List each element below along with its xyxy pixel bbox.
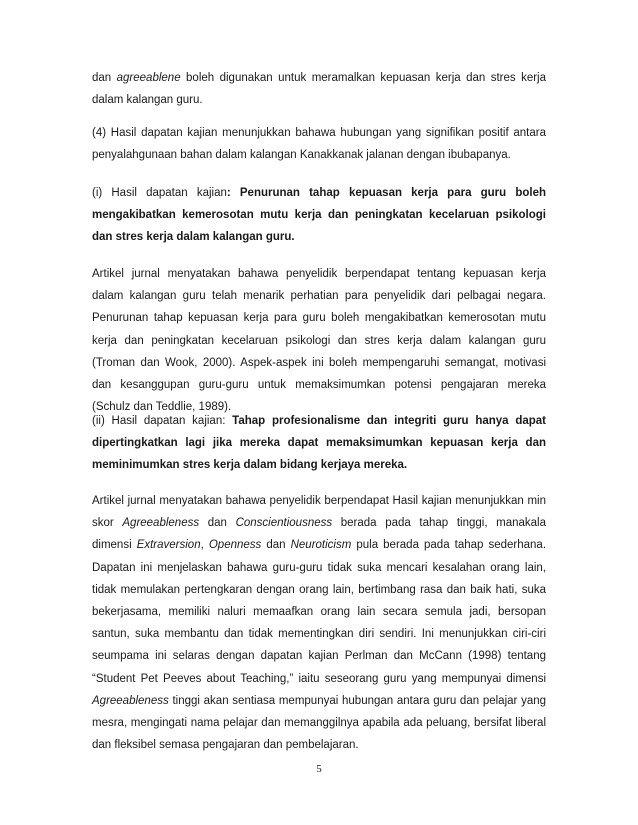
text-line: dan agreeablene boleh digunakan untuk meramalkan kepuasan kerja dan stres kerja [92, 72, 546, 84]
text-line: “Student Pet Peeves about Teaching,” iaitu seseorang guru yang mempunyai dimensi [92, 672, 546, 685]
text-line: Dapatan ini menjelaskan bahawa guru-guru tidak suka mencari kesalahan orang lain, [92, 561, 546, 574]
text-line: dan kesanggupan guru-guru untuk memaksimumkan potensi pengajaran mereka [92, 378, 546, 391]
text-line: Agreeableness tinggi akan sentiasa mempunyai hubungan antara guru dan pelajar yang [92, 694, 546, 707]
text-line: (Troman dan Wook, 2000). Aspek-aspek ini boleh mempengaruhi semangat, motivasi [92, 356, 546, 369]
term-openness: Openness [208, 539, 262, 552]
text-line: dan fleksibel semasa pengajaran dan pembelajaran. [92, 739, 359, 752]
text-line: santun, suka membantu dan tidak mementingkan diri sendiri. Ini menunjukkan ciri-ciri [92, 628, 546, 641]
text-line: seumpama ini selaras dengan dapatan kajian Perlman dan McCann (1998) tentang [92, 650, 546, 663]
text-line: mengakibatkan kemerosotan mutu kerja dan peningkatan kecelaruan psikologi [92, 209, 546, 222]
term-agreeableness: Agreeableness [122, 517, 200, 530]
term-extraversion: Extraversion [136, 539, 201, 552]
text-line: (i) Hasil dapatan kajian: Penurunan tahap kepuasan kerja para guru boleh [92, 187, 547, 199]
text-line: Artikel jurnal menyatakan bahawa penyelidik berpendapat tentang kepuasan kerja [92, 268, 546, 280]
term-neuroticism: Neuroticism [290, 539, 352, 552]
text-line: kerja dan peningkatan kecelaruan psikologi dan stres kerja dalam kalangan guru [92, 334, 546, 347]
text-line: dimensi Extraversion, Openness dan Neuroticism pula berada pada tahap sederhana. [92, 539, 547, 552]
paragraph-2 [92, 122, 546, 166]
text-line: penyalahgunaan bahan dalam kalangan Kanakkanak jalanan dengan ibubapanya. [92, 149, 511, 162]
text-line: mesra, mengingati nama pelajar dan memanggilnya apabila ada peluang, bersifat liberal [92, 716, 546, 729]
paragraph-1 [92, 67, 546, 111]
term-agreeablene: agreeablene [116, 72, 181, 84]
term-agreeableness: Agreeableness [92, 694, 169, 707]
text-line: skor Agreeableness dan Conscientiousness berada pada tahap tinggi, manakala [92, 517, 547, 530]
term-conscientiousness: Conscientiousness [235, 517, 333, 530]
text-line: dalam kalangan guru. [92, 94, 203, 107]
text-line: Artikel jurnal menyatakan bahawa penyelidik berpendapat Hasil kajian menunjukkan min [92, 495, 546, 507]
page-number: 5 [316, 763, 322, 775]
text-line: (ii) Hasil dapatan kajian: Tahap profesionalisme dan integriti guru hanya dapat [92, 415, 546, 427]
finding-heading-2 [92, 410, 546, 477]
text-line: dipertingkatkan lagi jika mereka dapat memaksimumkan kepuasan kerja dan [92, 437, 546, 450]
text-line: dalam kalangan guru telah menarik perhatian para penyelidik dari pelbagai negara. [92, 290, 546, 303]
paragraph-4 [92, 490, 546, 756]
text-line: (Schulz dan Teddlie, 1989). [92, 401, 232, 414]
text-line: tidak memulakan pertengkaran dengan orang lain, bertimbang rasa dan baik hati, suka [92, 583, 546, 596]
text-line: Penurunan tahap kepuasan kerja para guru boleh mengakibatkan kemerosotan mutu [92, 312, 546, 325]
text-line: (4) Hasil dapatan kajian menunjukkan bahawa hubungan yang signifikan positif antara [92, 127, 546, 139]
text-line: meminimumkan stres kerja dalam bidang kerjaya mereka. [92, 459, 408, 472]
paragraph-3 [92, 263, 546, 418]
finding-heading-1 [92, 182, 546, 249]
text-line: dan stres kerja dalam kalangan guru. [92, 231, 295, 244]
text-line: bekerjasama, memiliki naluri memaafkan orang lain secara semula jadi, bersopan [92, 605, 546, 618]
